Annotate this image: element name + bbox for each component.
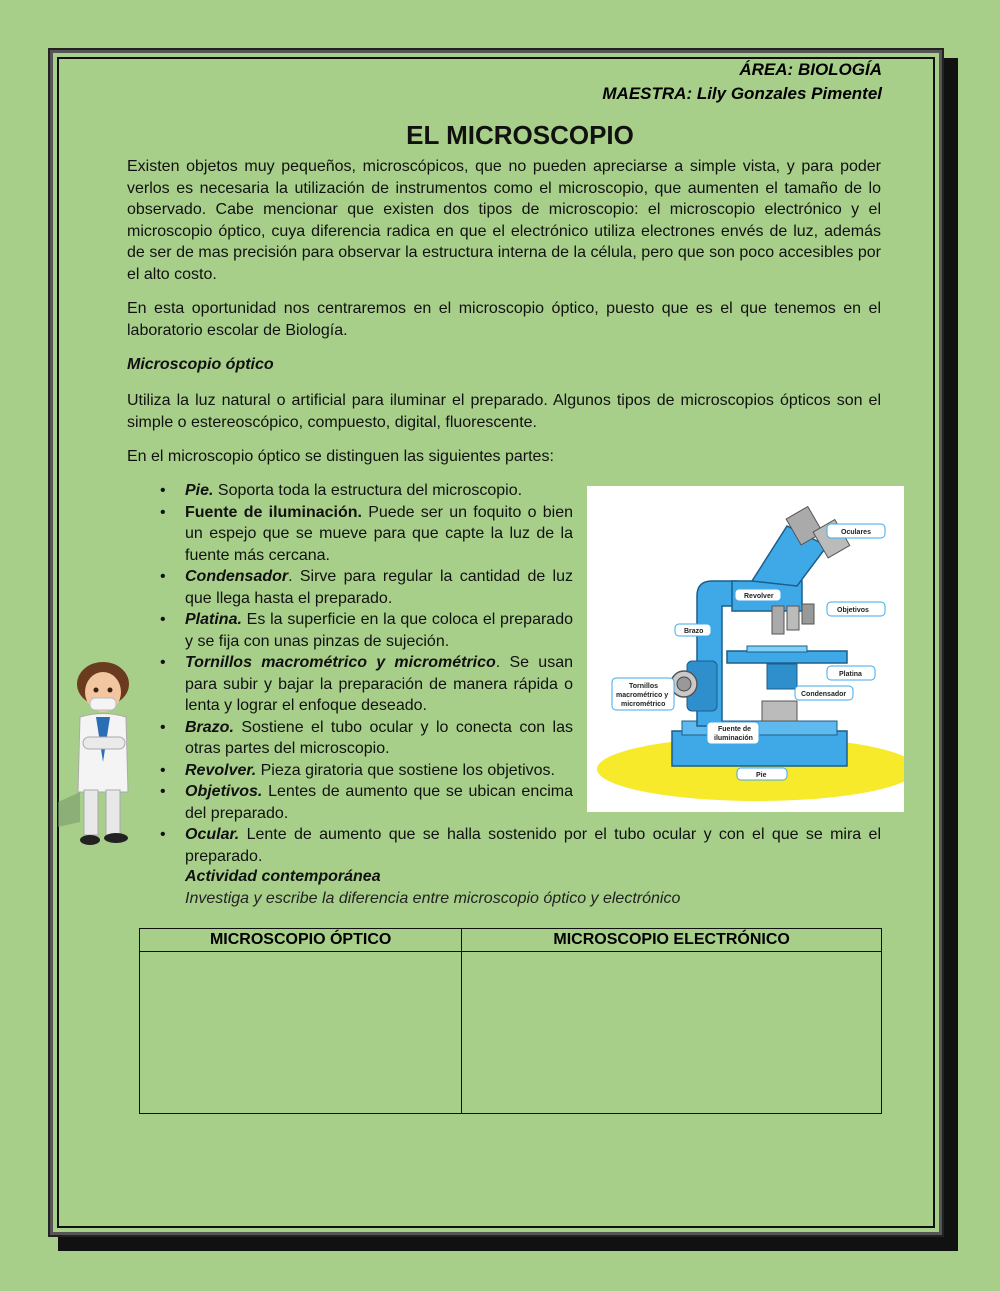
table-header-optical: MICROSCOPIO ÓPTICO bbox=[140, 929, 462, 952]
microscope-drawing bbox=[587, 486, 904, 812]
table-header-electronic: MICROSCOPIO ELECTRÓNICO bbox=[462, 929, 882, 952]
doctor-illustration bbox=[58, 662, 148, 852]
label-fuente bbox=[707, 722, 759, 744]
doctor-leg bbox=[84, 790, 98, 835]
bullet: • bbox=[160, 826, 166, 843]
svg-text:Revolver: Revolver bbox=[744, 593, 774, 600]
bullet: • bbox=[160, 482, 166, 499]
intro-paragraph: Existen objetos muy pequeños, microscópicos, que no pueden apreciarse a simple vista, y para poder verlos es necesaria la utilización de instrumentos como el microscopio, que aumenten el tamaño de lo observado. Cabe mencionar que existen dos tipos de microscopio: el microscopio electrónico y el microscopio óptico, cuya diferencia radica en que el electrónico utiliza electrones envés de luz, además de ser de mas precisión para observar la estructura interna de la célula, pero que son poco accesibles por el alto costo. bbox=[127, 158, 881, 283]
svg-text:Fuente de: Fuente de bbox=[718, 726, 752, 733]
focus-paragraph: En esta oportunidad nos centraremos en el microscopio óptico, puesto que es el que tenemos en el laboratorio escolar de Biología. bbox=[127, 300, 881, 339]
bullet: • bbox=[160, 503, 166, 521]
list-item-tornillos bbox=[160, 652, 573, 717]
page-title: EL MICROSCOPIO bbox=[406, 120, 634, 150]
bullet: • bbox=[160, 654, 166, 671]
part-desc: Pieza giratoria que sostiene los objetivos. bbox=[256, 761, 555, 779]
answer-cell-optical[interactable] bbox=[140, 952, 462, 1114]
label-tornillos bbox=[612, 678, 674, 710]
svg-text:Objetivos: Objetivos bbox=[837, 607, 869, 614]
doctor-shoe bbox=[80, 835, 100, 845]
part-desc: Lente de aumento que se halla sostenido por el tubo ocular y con el que se mira el preparado. bbox=[185, 826, 881, 865]
doctor-shoe bbox=[104, 833, 128, 843]
part-term: Pie. bbox=[185, 482, 214, 499]
doctor-eye bbox=[108, 688, 113, 693]
part-term: Ocular. bbox=[185, 826, 240, 843]
list-item-brazo bbox=[160, 717, 573, 760]
label-objetivos bbox=[827, 602, 885, 616]
part-desc: . Se usan para subir y bajar la preparación de manera rápida o lenta y lograr el enfoque deseado. bbox=[185, 654, 573, 714]
objective-lens bbox=[802, 604, 814, 624]
parts-intro: En el microscopio óptico se distinguen las siguientes partes: bbox=[127, 448, 554, 465]
doctor-leg bbox=[106, 790, 120, 835]
list-item-ocular bbox=[160, 824, 881, 867]
label-brazo bbox=[675, 624, 711, 636]
part-term: Platina. bbox=[185, 611, 242, 628]
part-desc: . Sirve para regular la cantidad de luz que llega hasta el preparado. bbox=[185, 568, 573, 607]
label-oculares bbox=[827, 524, 885, 538]
doctor-arms bbox=[83, 737, 125, 749]
part-desc: Es la superficie en la que coloca el preparado y se fija con unas pinzas de sujeción. bbox=[185, 611, 573, 650]
doctor-shadow bbox=[58, 792, 80, 827]
svg-text:macrométrico y: macrométrico y bbox=[616, 692, 669, 699]
part-desc: Soporta toda la estructura del microscopio. bbox=[213, 482, 523, 499]
comparison-table bbox=[139, 928, 882, 1114]
part-term: Tornillos macrométrico y micrométrico bbox=[185, 654, 496, 671]
list-item-platina bbox=[160, 609, 573, 652]
bullet: • bbox=[160, 783, 166, 800]
part-term: Brazo. bbox=[185, 718, 234, 736]
part-desc: Puede ser un foquito o bien un espejo que se mueve para que capte la luz de la fuente más cercana. bbox=[185, 503, 573, 564]
part-desc: Lentes de aumento que se ubican encima del preparado. bbox=[185, 783, 573, 822]
svg-text:micrométrico: micrométrico bbox=[621, 701, 666, 708]
svg-text:Oculares: Oculares bbox=[841, 529, 871, 536]
answer-cell-electronic[interactable] bbox=[462, 952, 882, 1114]
header-area: ÁREA: BIOLOGÍA bbox=[739, 60, 882, 79]
parts-list bbox=[160, 480, 573, 824]
condenser bbox=[767, 664, 797, 689]
part-term: Objetivos. bbox=[185, 783, 263, 800]
part-term: Fuente de iluminación. bbox=[185, 503, 362, 521]
list-item-objetivos bbox=[160, 781, 573, 824]
list-item-revolver bbox=[160, 760, 573, 782]
section-subtitle: Microscopio óptico bbox=[127, 356, 274, 373]
light-source bbox=[762, 701, 797, 721]
doctor-eye bbox=[94, 688, 99, 693]
bullet: • bbox=[160, 718, 166, 736]
objective-lens bbox=[772, 606, 784, 634]
svg-text:iluminación: iluminación bbox=[714, 735, 753, 742]
objective-lens bbox=[787, 606, 799, 630]
doctor-mask bbox=[90, 698, 116, 710]
bullet: • bbox=[160, 568, 166, 585]
list-item-fuente bbox=[160, 502, 573, 567]
fine-knob-icon bbox=[677, 677, 691, 691]
svg-text:Tornillos: Tornillos bbox=[629, 683, 659, 690]
part-term: Revolver. bbox=[185, 761, 257, 779]
svg-text:Brazo: Brazo bbox=[684, 628, 704, 635]
svg-text:Condensador: Condensador bbox=[801, 691, 847, 698]
list-item-pie bbox=[160, 480, 573, 502]
optical-paragraph: Utiliza la luz natural o artificial para iluminar el preparado. Algunos tipos de microscopios ópticos son el simple o estereoscópico, compuesto, digital, fluorescente. bbox=[127, 392, 881, 431]
slide-clip bbox=[747, 646, 807, 652]
stage bbox=[727, 651, 847, 663]
bullet: • bbox=[160, 761, 166, 779]
microscope-diagram bbox=[587, 486, 904, 812]
svg-text:Platina: Platina bbox=[839, 671, 862, 678]
part-term: Condensador bbox=[185, 568, 289, 585]
activity-description: Investiga y escribe la diferencia entre microscopio óptico y electrónico bbox=[185, 890, 681, 907]
label-pie bbox=[737, 768, 787, 780]
label-revolver bbox=[735, 589, 781, 601]
header-teacher: MAESTRA: Lily Gonzales Pimentel bbox=[602, 84, 882, 103]
label-platina bbox=[827, 666, 875, 680]
activity-title: Actividad contemporánea bbox=[185, 868, 381, 885]
list-item-condensador bbox=[160, 566, 573, 609]
part-desc: Sostiene el tubo ocular y lo conecta con las otras partes del microscopio. bbox=[185, 718, 573, 757]
label-condensador bbox=[795, 686, 853, 700]
svg-text:Pie: Pie bbox=[756, 772, 767, 779]
bullet: • bbox=[160, 611, 166, 628]
